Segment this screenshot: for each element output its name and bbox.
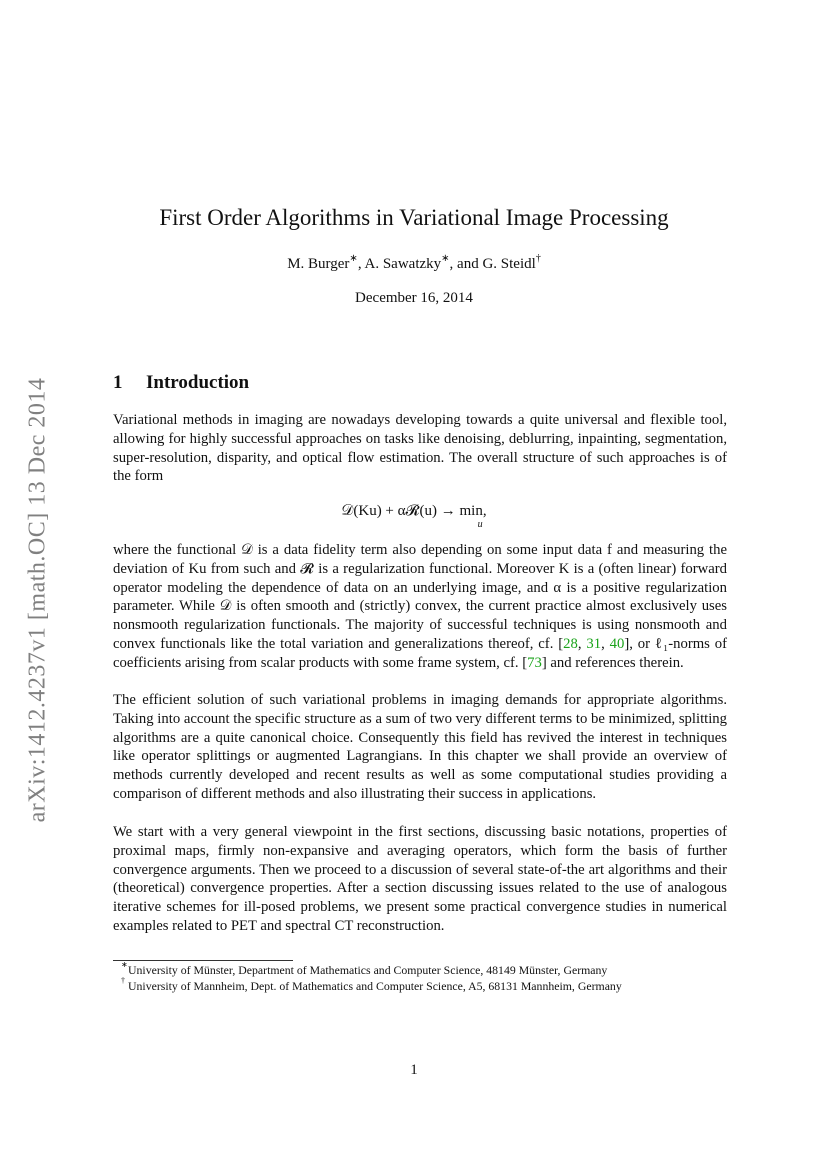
- footnote-text: University of Mannheim, Dept. of Mathematics and Computer Science, A5, 68131 Mannheim, Germany: [128, 979, 622, 993]
- footnote-mannheim: [121, 976, 622, 994]
- paragraph-overview: We start with a very general viewpoint in the first sections, discussing basic notations, properties of proximal maps, firmly non-expansive and averaging operators, which form the basis of further convergence arguments. Then we proceed to a discussion of several state-of-the art algorithms and their (theoretical) convergence properties. After a section discussing issues related to the use of analogous iterative schemes for ill-posed problems, we present some practical convergence studies in numerical examples related to PET and spectral CT reconstruction.: [113, 824, 727, 934]
- author-sawatzky: A. Sawatzky: [364, 256, 442, 272]
- arxiv-stamp: arXiv:1412.4237v1 [math.OC] 13 Dec 2014: [24, 377, 51, 823]
- citation-link[interactable]: 40: [609, 635, 625, 652]
- formula-subscript: u: [477, 519, 483, 530]
- author-burger: M. Burger: [287, 256, 350, 272]
- citation-link[interactable]: 73: [527, 654, 542, 671]
- author-separator: ,: [357, 256, 365, 272]
- author-separator: , and: [449, 256, 483, 272]
- paragraph-text: ] and references therein.: [541, 654, 684, 671]
- footnote-rule: [113, 960, 293, 961]
- footnote-muenster: [121, 960, 608, 978]
- authors-line: [0, 253, 828, 273]
- formula-main: 𝒟(Ku) + α𝓡(u) → min,: [341, 503, 487, 519]
- section-number: 1: [113, 372, 123, 393]
- section-heading: [113, 372, 249, 394]
- footnote-mark: ∗: [121, 960, 128, 969]
- citation-link[interactable]: 31: [586, 635, 602, 652]
- footnote-mark: †: [121, 976, 125, 985]
- paper-title: First Order Algorithms in Variational Image Processing: [159, 205, 669, 230]
- section-title: Introduction: [146, 372, 250, 393]
- footnote-mark: ∗: [441, 253, 450, 264]
- paragraph-text: where the functional 𝒟 is a data fidelity term also depending on some input data f and measuring the deviation of Ku from such and 𝓡 is a regularization functional. Moreover K is a (often linear) forward operator modeling the dependence of data on an underlying image, and α is a positive regularization parameter. While 𝒟 is often smooth and (strictly) convex, the current practice almost exclusively uses nonsmooth regularization functionals. The majority of successful techniques is using nonsmooth and convex functionals like the total variation and generalizations thereof, cf. [: [113, 542, 727, 652]
- footnote-mark: ∗: [349, 253, 358, 264]
- paper-date: December 16, 2014: [355, 290, 473, 306]
- footnote-text: University of Münster, Department of Mathematics and Computer Science, 48149 Münster, Germany: [128, 963, 608, 977]
- footnote-mark: †: [535, 253, 541, 264]
- paragraph-text: ], or ℓ₁-norms of coefficients arising from scalar products with some frame system, cf. [: [113, 635, 727, 671]
- page-number: 1: [410, 1062, 418, 1078]
- paragraph-intro: Variational methods in imaging are nowadays developing towards a quite universal and flexible tool, allowing for highly successful approaches on tasks like denoising, deblurring, inpainting, segmentation, super-resolution, disparity, and optical flow estimation. The overall structure of such approaches is of the form: [113, 412, 727, 485]
- paragraph-functional: where the functional 𝒟 is a data fidelity term also depending on some input data f and measuring the deviation of Ku from such and 𝓡 is a regularization functional. Moreover K is a (often linear) forward operator modeling the dependence of data on an underlying image, and α is a positive regularization parameter. While 𝒟 is often smooth and (strictly) convex, the current practice almost exclusively uses nonsmooth regularization functionals. The majority of successful techniques is using nonsmooth and convex functionals like the total variation and generalizations thereof, cf. [28, 31, 40], or ℓ₁-norms of coefficients arising from scalar products with some frame system, cf. [73] and references therein.: [113, 542, 727, 671]
- objective-formula: [0, 502, 828, 530]
- paragraph-algorithms: The efficient solution of such variational problems in imaging demands for appropriate algorithms. Taking into account the specific structure as a sum of two very different terms to be minimized, splitting algorithms are a quite canonical choice. Consequently this field has revived the interest in techniques like operator splittings or augmented Lagrangians. In this chapter we shall provide an overview of methods currently developed and recent results as well as some computational studies providing a comparison of different methods and also illustrating their success in applications.: [113, 692, 727, 802]
- author-steidl: G. Steidl: [482, 256, 536, 272]
- citation-link[interactable]: 28: [563, 635, 578, 652]
